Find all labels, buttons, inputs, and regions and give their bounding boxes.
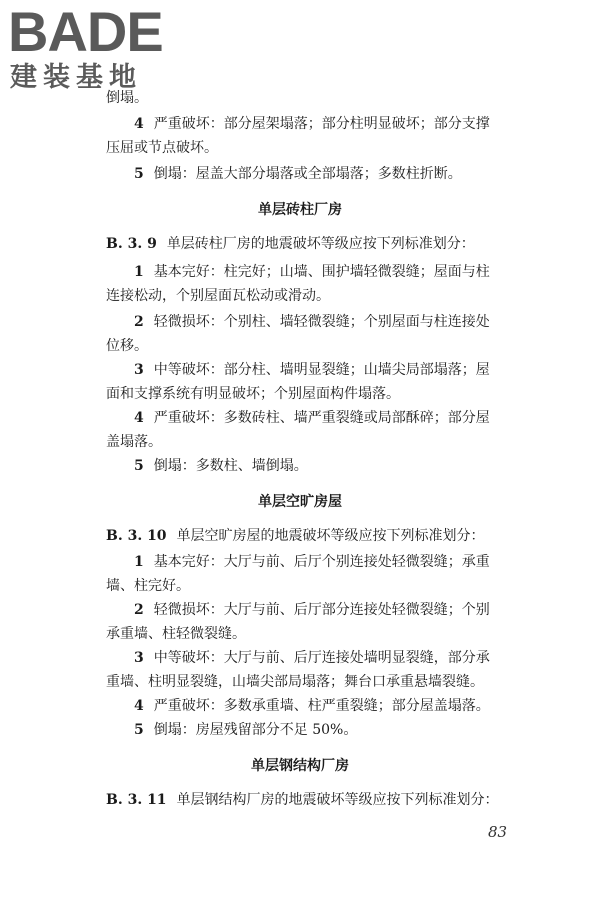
- list-item: 1 基本完好：柱完好；山墙、围护墙轻微裂缝；屋面与柱: [134, 264, 490, 280]
- list-item: 3 中等破坏：部分柱、墙明显裂缝；山墙尖局部塌落；屋: [134, 362, 490, 378]
- section-heading: 单层空旷房屋: [258, 494, 342, 510]
- list-item: 1 基本完好：大厅与前、后厅个别连接处轻微裂缝；承重: [134, 554, 490, 570]
- text-line: 重墙、柱明显裂缝，山墙尖部局塌落；舞台口承重悬墙裂缝。: [106, 674, 484, 690]
- section-heading: 单层砖柱厂房: [258, 202, 342, 218]
- clause-intro: B. 3. 9 单层砖柱厂房的地震破坏等级应按下列标准划分：: [106, 236, 475, 252]
- logo-subtitle: 建装基地: [10, 62, 142, 93]
- text-line: 面和支撑系统有明显破坏；个别屋面构件塌落。: [106, 386, 400, 402]
- list-item: 4 严重破坏：部分屋架塌落；部分柱明显破坏；部分支撑: [134, 116, 490, 132]
- logo-brand: BADE: [8, 0, 163, 63]
- list-item: 4 严重破坏：多数砖柱、墙严重裂缝或局部酥碎；部分屋: [134, 410, 490, 426]
- text-line: 位移。: [106, 338, 148, 354]
- text-line: 连接松动，个别屋面瓦松动或滑动。: [106, 288, 330, 304]
- list-item: 3 中等破坏：大厅与前、后厅连接处墙明显裂缝，部分承: [134, 650, 490, 666]
- text-line: 压屈或节点破坏。: [106, 140, 218, 156]
- text-line: 盖塌落。: [106, 434, 162, 450]
- list-item: 5 倒塌：多数柱、墙倒塌。: [134, 458, 308, 474]
- list-item: 2 轻微损坏：个别柱、墙轻微裂缝；个别屋面与柱连接处: [134, 314, 490, 330]
- text-line: 倒塌。: [106, 90, 148, 106]
- text-line: 承重墙、柱轻微裂缝。: [106, 626, 246, 642]
- page-number: 83: [488, 823, 508, 841]
- list-item: 5 倒塌：屋盖大部分塌落或全部塌落；多数柱折断。: [134, 166, 462, 182]
- list-item: 5 倒塌：房屋残留部分不足 50%。: [134, 722, 358, 738]
- list-item: 2 轻微损坏：大厅与前、后厅部分连接处轻微裂缝；个别: [134, 602, 490, 618]
- list-item: 4 严重破坏：多数承重墙、柱严重裂缝；部分屋盖塌落。: [134, 698, 490, 714]
- section-heading: 单层钢结构厂房: [251, 758, 349, 774]
- clause-intro: B. 3. 10 单层空旷房屋的地震破坏等级应按下列标准划分：: [106, 528, 485, 544]
- clause-intro: B. 3. 11 单层钢结构厂房的地震破坏等级应按下列标准划分：: [106, 792, 499, 808]
- text-line: 墙、柱完好。: [106, 578, 190, 594]
